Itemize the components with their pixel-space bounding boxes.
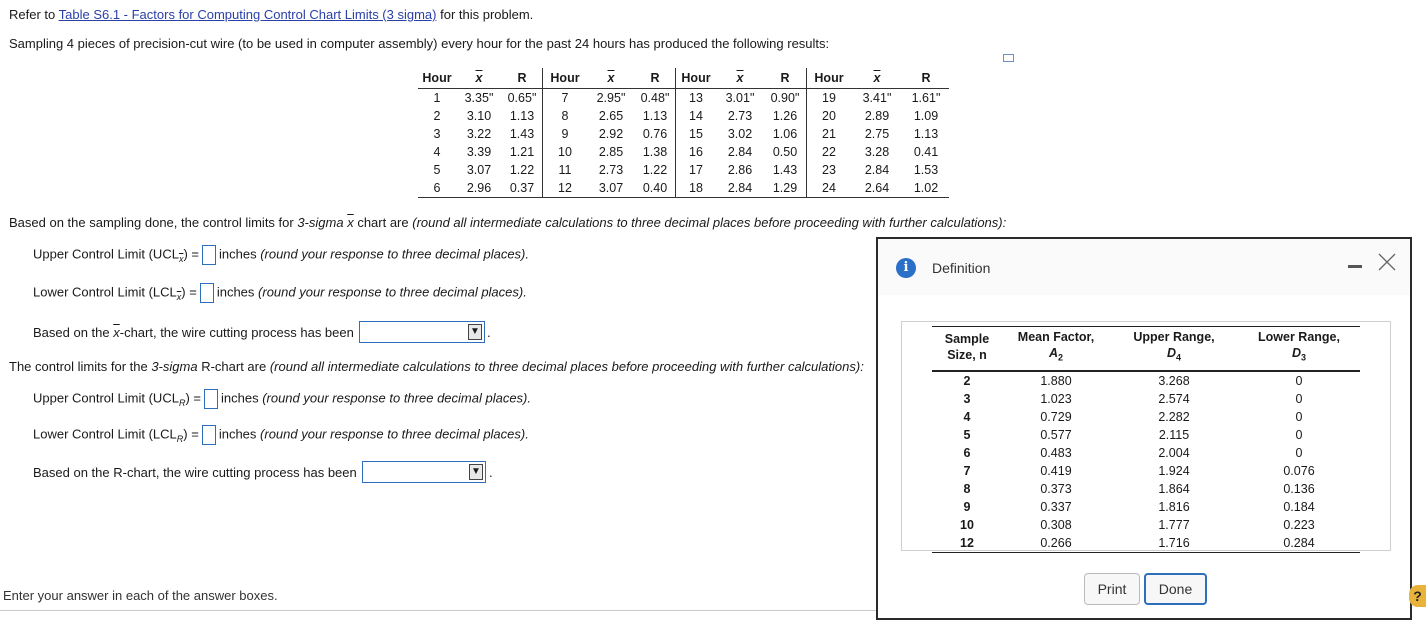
table-cell: 0.40 xyxy=(635,179,676,198)
table-cell: 17 xyxy=(676,161,717,179)
xbar-symbol: $\overline{x}$ xyxy=(736,71,744,85)
factor-row xyxy=(932,390,1360,408)
table-cell: 24 xyxy=(807,179,852,198)
factor-cell: 5 xyxy=(963,427,971,442)
col-mean-factor: Mean Factor, $A_2$ xyxy=(1002,327,1110,371)
factor-cell: 1.924 xyxy=(1158,463,1190,478)
header-range: R xyxy=(903,68,949,89)
table-cell: 3.01" xyxy=(725,91,755,105)
factor-cell: 1.880 xyxy=(1040,373,1072,388)
factor-cell: 1.777 xyxy=(1158,517,1190,532)
table-cell: 2.73 xyxy=(598,163,624,177)
table-row xyxy=(418,179,949,198)
popup-header xyxy=(878,239,1410,295)
factor-cell: 8 xyxy=(963,481,971,496)
table-cell: 2.64 xyxy=(851,179,903,198)
header-xbar xyxy=(456,68,502,89)
table-cell: 1.21 xyxy=(509,145,535,159)
table-row xyxy=(418,125,949,143)
close-icon xyxy=(1376,251,1398,273)
table-row xyxy=(418,143,949,161)
factor-row xyxy=(932,516,1360,534)
table-cell: 1.53 xyxy=(913,163,939,177)
table-cell: 3.41" xyxy=(862,91,892,105)
table-cell: 1.22 xyxy=(642,163,668,177)
factor-cell: 0.337 xyxy=(1040,499,1072,514)
table-row xyxy=(418,107,949,125)
table-cell: 20 xyxy=(807,107,852,125)
factor-cell: 0.136 xyxy=(1283,481,1315,496)
footer-divider xyxy=(0,610,876,611)
header-xbar xyxy=(716,68,764,89)
table-cell: 3.39 xyxy=(466,145,492,159)
factor-cell: 0 xyxy=(1295,445,1303,460)
table-cell: 2.84 xyxy=(727,145,753,159)
factor-cell: 1.816 xyxy=(1158,499,1190,514)
ucl-r-input[interactable] xyxy=(204,389,218,409)
factor-row xyxy=(932,408,1360,426)
xbar-symbol: $\overline{x}$ xyxy=(607,71,615,85)
table-cell: 2 xyxy=(433,109,441,123)
table-cell: 3.28 xyxy=(864,145,890,159)
lcl-x-input[interactable] xyxy=(200,283,214,303)
table-cell: 14 xyxy=(676,107,717,125)
table-cell: 7 xyxy=(543,89,588,108)
factor-cell: 4 xyxy=(963,409,971,424)
period: . xyxy=(489,465,493,480)
table-cell: 0.41 xyxy=(913,145,939,159)
header-hour: Hour xyxy=(418,68,456,89)
table-cell: 3.07 xyxy=(466,163,492,177)
factor-cell: 0.223 xyxy=(1283,517,1315,532)
factor-row xyxy=(932,462,1360,480)
lcl-r-input[interactable] xyxy=(202,425,216,445)
table-cell: 6 xyxy=(418,179,456,198)
factor-row xyxy=(932,444,1360,462)
header-range: R xyxy=(635,68,676,89)
table-cell: 3.02 xyxy=(727,127,753,141)
factor-cell: 2 xyxy=(963,373,971,388)
factor-cell: 0 xyxy=(1295,373,1303,388)
table-cell: 2.96 xyxy=(456,179,502,198)
ucl-x-row: Upper Control Limit $(UCL_{\overline{x}})$ = inches (round your response to three decimal places). xyxy=(33,246,529,265)
table-cell: 1.09 xyxy=(913,109,939,123)
footer-hint: Enter your answer in each of the answer boxes. xyxy=(3,588,278,603)
factor-cell: 2.282 xyxy=(1158,409,1190,424)
factor-cell: 0 xyxy=(1295,427,1303,442)
table-cell: 0.48" xyxy=(640,91,670,105)
factor-row xyxy=(932,498,1360,516)
table-row xyxy=(418,89,949,108)
factor-cell: 1.023 xyxy=(1040,391,1072,406)
popup-title: Definition xyxy=(932,260,991,276)
factor-cell: 0.284 xyxy=(1238,534,1360,553)
ucl-x-input[interactable] xyxy=(202,245,216,265)
factor-row xyxy=(932,480,1360,498)
table-cell: 0.37 xyxy=(502,179,543,198)
factor-cell: 1.864 xyxy=(1158,481,1190,496)
header-xbar xyxy=(587,68,635,89)
factor-cell: 0.076 xyxy=(1283,463,1315,478)
table-cell: 1.26 xyxy=(772,109,798,123)
table-cell: 1.61" xyxy=(911,91,941,105)
table-cell: 1.22 xyxy=(509,163,535,177)
xchart-process-label: Based on the $\overline{x}$-chart, the wire cutting process has been xyxy=(33,325,354,340)
definition-popup xyxy=(876,237,1412,620)
table-cell: 2.86 xyxy=(727,163,753,177)
table-cell: 1.13 xyxy=(913,127,939,141)
factor-cell: 0.308 xyxy=(1040,517,1072,532)
table-cell: 2.73 xyxy=(727,109,753,123)
table-cell: 2.89 xyxy=(864,109,890,123)
factor-row xyxy=(932,371,1360,390)
table-cell: 18 xyxy=(676,179,717,198)
factors-table-frame xyxy=(901,321,1391,551)
factor-cell: 2.574 xyxy=(1158,391,1190,406)
table-cell: 4 xyxy=(433,145,441,159)
table-cell: 12 xyxy=(543,179,588,198)
table-cell: 3.07 xyxy=(587,179,635,198)
col-lower-range: Lower Range, $D_3$ xyxy=(1238,327,1360,371)
factors-table xyxy=(932,326,1360,553)
table-cell: 3.10 xyxy=(466,109,492,123)
table-cell: 1.02 xyxy=(903,179,949,198)
header-hour: Hour xyxy=(807,68,852,89)
table-row xyxy=(418,161,949,179)
lcl-r-row: Lower Control Limit $(LCL_R)$ = inches (round your response to three decimal places). xyxy=(33,426,529,445)
print-button[interactable]: Print xyxy=(1084,573,1140,605)
factor-cell: 1.716 xyxy=(1110,534,1238,553)
col-sample-size: Sample Size, n xyxy=(932,327,1002,371)
table-cell: 8 xyxy=(543,107,588,125)
header-hour: Hour xyxy=(676,68,717,89)
factor-cell: 6 xyxy=(963,445,971,460)
factors-table-link[interactable]: Table S6.1 - Factors for Computing Control Chart Limits (3 sigma) xyxy=(58,7,437,22)
header-xbar xyxy=(851,68,903,89)
header-range: R xyxy=(502,68,543,89)
table-cell: 1.38 xyxy=(642,145,668,159)
table-cell: 10 xyxy=(543,143,588,161)
header-hour: Hour xyxy=(543,68,588,89)
table-cell: 19 xyxy=(807,89,852,108)
table-cell: 1.29 xyxy=(764,179,807,198)
xbar-symbol: $\overline{x}$ xyxy=(475,71,483,85)
table-cell: 3 xyxy=(433,127,441,141)
rchart-process-label: Based on the R-chart, the wire cutting process has been xyxy=(33,465,357,480)
table-cell: 5 xyxy=(433,163,441,177)
table-cell: 2.84 xyxy=(716,179,764,198)
table-cell: 15 xyxy=(676,125,717,143)
table-cell: 11 xyxy=(543,161,588,179)
col-upper-range: Upper Range, $D_4$ xyxy=(1110,327,1238,371)
table-cell: 22 xyxy=(807,143,852,161)
xchart-instructions: Based on the sampling done, the control limits for 3-sigma $\overline{x}$ chart are (round all intermediate calculations to three decimal places before proceeding with further calculations): xyxy=(9,215,1007,230)
factor-cell: 0.483 xyxy=(1040,445,1072,460)
table-cell: 1.43 xyxy=(772,163,798,177)
factor-cell: 9 xyxy=(963,499,971,514)
dropdown-arrow-icon: ▼ xyxy=(469,464,483,480)
lcl-x-row: Lower Control Limit $(LCL_{\overline{x}})$ = inches (round your response to three decimal places). xyxy=(33,284,527,303)
xbar-symbol: $\overline{x}$ xyxy=(873,71,881,85)
factor-cell: 0 xyxy=(1295,409,1303,424)
xchart-process-select[interactable] xyxy=(359,321,485,343)
done-button[interactable]: Done xyxy=(1144,573,1207,605)
factor-cell: 0.577 xyxy=(1040,427,1072,442)
factor-cell: 3 xyxy=(963,391,971,406)
table-cell: 3.35" xyxy=(464,91,494,105)
table-cell: 1.13 xyxy=(642,109,668,123)
table-cell: 2.84 xyxy=(864,163,890,177)
dropdown-arrow-icon: ▼ xyxy=(468,324,482,340)
factor-cell: 0.184 xyxy=(1283,499,1315,514)
sampling-data-table xyxy=(418,68,949,198)
table-cell: 1.06 xyxy=(772,127,798,141)
problem-statement: Sampling 4 pieces of precision-cut wire (to be used in computer assembly) every hour for the past 24 hours has produced the following results: xyxy=(9,36,830,51)
rchart-process-select[interactable] xyxy=(362,461,486,483)
info-icon: i xyxy=(896,258,916,278)
table-cell: 3.22 xyxy=(466,127,492,141)
table-cell: 0.90" xyxy=(770,91,800,105)
intro-reference: Refer to Table S6.1 - Factors for Computing Control Chart Limits (3 sigma) for this problem. xyxy=(9,7,534,22)
ucl-r-row: Upper Control Limit $(UCL_R)$ = inches (round your response to three decimal places). xyxy=(33,390,531,409)
help-icon[interactable]: ? xyxy=(1409,585,1426,607)
table-cell: 21 xyxy=(807,125,852,143)
factor-cell: 0.266 xyxy=(1002,534,1110,553)
factor-cell: 3.268 xyxy=(1158,373,1190,388)
factor-cell: 0.373 xyxy=(1040,481,1072,496)
expand-table-icon[interactable] xyxy=(1003,54,1014,62)
factor-cell: 0.419 xyxy=(1040,463,1072,478)
factor-cell: 2.115 xyxy=(1158,427,1190,442)
period: . xyxy=(487,325,491,340)
table-cell: 23 xyxy=(807,161,852,179)
table-cell: 0.76 xyxy=(642,127,668,141)
table-cell: 16 xyxy=(676,143,717,161)
close-button[interactable] xyxy=(1376,251,1398,273)
factor-row xyxy=(932,534,1360,553)
table-cell: 0.50 xyxy=(772,145,798,159)
table-cell: 9 xyxy=(543,125,588,143)
table-cell: 2.85 xyxy=(598,145,624,159)
table-cell: 1.13 xyxy=(509,109,535,123)
table-cell: 2.92 xyxy=(598,127,624,141)
table-cell: 2.65 xyxy=(598,109,624,123)
factor-cell: 10 xyxy=(960,517,974,532)
factor-cell: 7 xyxy=(963,463,971,478)
table-cell: 2.75 xyxy=(864,127,890,141)
table-cell: 1 xyxy=(433,91,441,105)
table-cell: 13 xyxy=(676,89,717,108)
factor-cell: 12 xyxy=(932,534,1002,553)
rchart-instructions: The control limits for the 3-sigma R-chart are (round all intermediate calculations to three decimal places before proceeding with further calculations): xyxy=(9,359,864,374)
factor-cell: 0.729 xyxy=(1040,409,1072,424)
minimize-button[interactable] xyxy=(1348,265,1362,268)
table-cell: 0.65" xyxy=(507,91,537,105)
table-cell: 2.95" xyxy=(596,91,626,105)
factor-row xyxy=(932,426,1360,444)
table-cell: 1.43 xyxy=(509,127,535,141)
header-range: R xyxy=(764,68,807,89)
factor-cell: 0 xyxy=(1295,391,1303,406)
factor-cell: 2.004 xyxy=(1158,445,1190,460)
